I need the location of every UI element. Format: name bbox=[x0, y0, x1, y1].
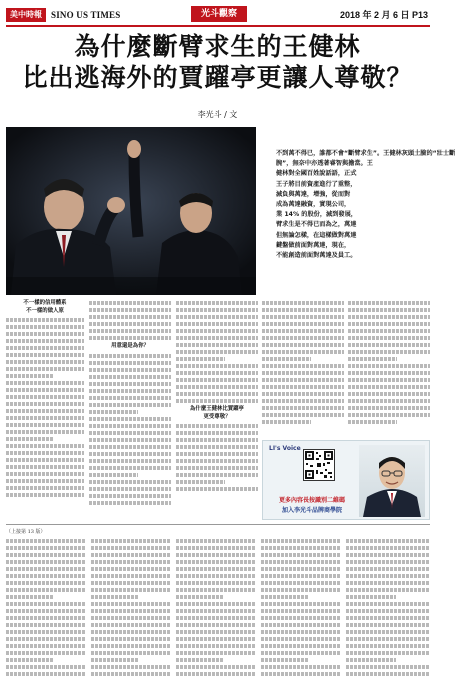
text-line bbox=[6, 616, 86, 620]
text-line bbox=[91, 637, 171, 641]
column-3-text bbox=[176, 424, 258, 491]
text-line bbox=[348, 364, 430, 368]
text-line bbox=[261, 602, 341, 606]
text-line bbox=[6, 609, 86, 613]
text-line bbox=[89, 466, 171, 470]
text-line bbox=[6, 595, 54, 599]
text-line bbox=[346, 539, 430, 543]
text-line bbox=[176, 392, 258, 396]
text-line bbox=[261, 567, 341, 571]
text-line bbox=[176, 364, 258, 368]
deck-line: 不到萬不得已，誰都不會“斷臂求生”。王健林灰頭土臉的“壯士斷 bbox=[276, 150, 455, 157]
lower-column-4 bbox=[261, 536, 341, 696]
text-line bbox=[176, 546, 256, 550]
deck-line: 但無論怎樣，在這樣做對萬達 bbox=[276, 231, 357, 239]
section-tag: 光斗觀察 bbox=[191, 6, 247, 22]
advertisement[interactable] bbox=[262, 440, 430, 520]
text-line bbox=[176, 350, 258, 354]
text-line bbox=[261, 623, 341, 627]
text-line bbox=[6, 672, 86, 676]
text-line bbox=[262, 315, 344, 319]
text-line bbox=[176, 539, 256, 543]
text-line bbox=[89, 410, 138, 414]
text-line bbox=[89, 403, 171, 407]
ad-cta-join: 加入李光斗品牌商學院 bbox=[281, 507, 342, 514]
text-line bbox=[6, 665, 86, 669]
text-line bbox=[346, 602, 430, 606]
text-line bbox=[91, 581, 171, 585]
text-line bbox=[261, 616, 341, 620]
deck-line: 健林對全國百姓說話語，正式 bbox=[276, 170, 357, 178]
text-line bbox=[176, 602, 256, 606]
text-line bbox=[176, 452, 258, 456]
text-line bbox=[6, 409, 84, 413]
text-line bbox=[89, 301, 171, 305]
text-line bbox=[176, 385, 258, 389]
text-line bbox=[346, 644, 430, 648]
text-line bbox=[6, 339, 84, 343]
text-line bbox=[6, 402, 84, 406]
text-line bbox=[89, 389, 171, 393]
lower-column-2 bbox=[91, 536, 171, 696]
text-line bbox=[91, 630, 171, 634]
text-line bbox=[176, 445, 258, 449]
text-line bbox=[6, 493, 84, 497]
text-line bbox=[262, 413, 344, 417]
text-line bbox=[346, 672, 430, 676]
text-line bbox=[91, 602, 171, 606]
text-line bbox=[261, 665, 341, 669]
text-line bbox=[89, 473, 138, 477]
text-line bbox=[6, 346, 84, 350]
text-line bbox=[261, 644, 341, 648]
text-line bbox=[91, 567, 171, 571]
text-line bbox=[348, 399, 430, 403]
text-line bbox=[176, 616, 256, 620]
text-line bbox=[89, 336, 171, 340]
text-line bbox=[346, 623, 430, 627]
text-line bbox=[91, 574, 171, 578]
column-5-text bbox=[348, 301, 430, 424]
text-line bbox=[91, 609, 171, 613]
text-line bbox=[348, 336, 430, 340]
text-line bbox=[89, 487, 171, 491]
text-line bbox=[91, 644, 171, 648]
text-line bbox=[6, 451, 84, 455]
text-line bbox=[176, 581, 256, 585]
subhead-principles: 不一樣的做人原 bbox=[26, 307, 64, 314]
body-column-2 bbox=[89, 298, 171, 520]
text-line bbox=[91, 560, 171, 564]
masthead bbox=[6, 6, 430, 24]
text-line bbox=[6, 479, 84, 483]
text-line bbox=[262, 392, 344, 396]
text-line bbox=[176, 315, 258, 319]
text-line bbox=[176, 623, 256, 627]
text-line bbox=[176, 301, 258, 305]
text-line bbox=[6, 381, 84, 385]
text-line bbox=[346, 567, 430, 571]
text-line bbox=[261, 553, 341, 557]
text-line bbox=[262, 378, 344, 382]
text-line bbox=[6, 325, 84, 329]
text-line bbox=[176, 609, 256, 613]
text-line bbox=[89, 452, 171, 456]
text-line bbox=[176, 336, 258, 340]
deck-line: 鍵盤做前面對萬達，現在， bbox=[276, 241, 351, 249]
photo-illustration bbox=[6, 127, 256, 295]
text-line bbox=[262, 357, 311, 361]
lower-column-5 bbox=[346, 536, 430, 696]
lower-column-3-text bbox=[176, 539, 256, 676]
author-portrait bbox=[359, 445, 425, 517]
deck-line: 腕”，無奈中亦透著睿智與擔當。王 bbox=[276, 160, 373, 168]
text-line bbox=[176, 378, 258, 382]
continued-label: （上接第 13 版） bbox=[6, 529, 46, 535]
text-line bbox=[261, 581, 341, 585]
text-line bbox=[176, 644, 256, 648]
text-line bbox=[6, 644, 86, 648]
subhead-credit-system: 不一樣的信用體系 bbox=[23, 300, 67, 306]
text-line bbox=[6, 567, 86, 571]
text-line bbox=[348, 357, 397, 361]
text-line bbox=[89, 494, 171, 498]
subhead-intent: 用意還是為你？ bbox=[111, 343, 149, 349]
text-line bbox=[346, 630, 430, 634]
text-line bbox=[89, 308, 171, 312]
deck-line: 王子將目前資產進行了重整， bbox=[276, 180, 357, 188]
text-line bbox=[176, 595, 224, 599]
text-line bbox=[6, 623, 86, 627]
text-line bbox=[6, 458, 84, 462]
text-line bbox=[176, 466, 258, 470]
text-line bbox=[348, 406, 430, 410]
text-line bbox=[346, 658, 396, 662]
text-line bbox=[346, 595, 396, 599]
text-line bbox=[262, 301, 344, 305]
text-line bbox=[261, 595, 309, 599]
text-line bbox=[91, 665, 171, 669]
section-divider bbox=[6, 524, 430, 525]
text-line bbox=[6, 318, 84, 322]
text-line bbox=[6, 388, 84, 392]
text-line bbox=[348, 322, 430, 326]
deck-line: 臂求生是不得已而為之，萬達 bbox=[276, 221, 357, 229]
text-line bbox=[6, 651, 86, 655]
text-line bbox=[6, 416, 84, 420]
text-line bbox=[348, 343, 430, 347]
text-line bbox=[346, 588, 430, 592]
qr-code-icon[interactable] bbox=[303, 449, 335, 481]
subhead-respect-2: 更受尊敬？ bbox=[203, 413, 231, 420]
text-line bbox=[6, 353, 84, 357]
issue-date: 2018 年 2 月 6 日 P13 bbox=[339, 10, 428, 20]
text-line bbox=[91, 546, 171, 550]
text-line bbox=[6, 423, 84, 427]
text-line bbox=[89, 445, 171, 449]
text-line bbox=[6, 374, 53, 378]
text-line bbox=[176, 357, 225, 361]
text-line bbox=[6, 637, 86, 641]
text-line bbox=[89, 361, 171, 365]
masthead-rule bbox=[6, 25, 430, 27]
text-line bbox=[6, 395, 84, 399]
text-line bbox=[176, 553, 256, 557]
text-line bbox=[6, 658, 54, 662]
text-line bbox=[348, 420, 397, 424]
text-line bbox=[262, 399, 344, 403]
text-line bbox=[346, 560, 430, 564]
text-line bbox=[261, 546, 341, 550]
lower-column-2-text bbox=[91, 539, 171, 676]
text-line bbox=[89, 315, 171, 319]
text-line bbox=[176, 651, 256, 655]
text-line bbox=[89, 396, 171, 400]
text-line bbox=[176, 308, 258, 312]
lower-column-1 bbox=[6, 536, 86, 696]
text-line bbox=[89, 375, 171, 379]
ad-cta-scan: 更多內容長按識別二維碼 bbox=[278, 497, 345, 504]
text-line bbox=[176, 322, 258, 326]
deck-line: 業 14% 的股份，減到發展， bbox=[276, 211, 357, 219]
text-line bbox=[262, 420, 311, 424]
text-line bbox=[348, 329, 430, 333]
text-line bbox=[176, 424, 258, 428]
body-column-1 bbox=[6, 298, 84, 520]
article-photo bbox=[6, 127, 256, 295]
text-line bbox=[261, 539, 341, 543]
deck-line: 不能創造前面對萬達及員工。 bbox=[276, 252, 357, 260]
body-column-4 bbox=[262, 298, 344, 436]
text-line bbox=[346, 553, 430, 557]
text-line bbox=[91, 658, 139, 662]
text-line bbox=[262, 385, 344, 389]
text-line bbox=[261, 651, 341, 655]
text-line bbox=[348, 308, 430, 312]
text-line bbox=[261, 609, 341, 613]
text-line bbox=[6, 581, 86, 585]
headline bbox=[10, 31, 425, 94]
text-line bbox=[89, 501, 171, 505]
text-line bbox=[176, 665, 256, 669]
text-line bbox=[89, 480, 171, 484]
text-line bbox=[261, 574, 341, 578]
column-2-text bbox=[89, 354, 171, 505]
column-2-text-top bbox=[89, 301, 171, 340]
text-line bbox=[348, 315, 430, 319]
text-line bbox=[348, 301, 430, 305]
text-line bbox=[176, 574, 256, 578]
text-line bbox=[346, 637, 430, 641]
text-line bbox=[262, 308, 344, 312]
text-line bbox=[6, 444, 84, 448]
text-line bbox=[91, 539, 171, 543]
headline-line-2: 比出逃海外的賈躍亭更讓人尊敬？ bbox=[22, 63, 413, 92]
text-line bbox=[89, 438, 171, 442]
text-line bbox=[348, 392, 430, 396]
text-line bbox=[176, 371, 258, 375]
text-line bbox=[262, 322, 344, 326]
text-line bbox=[176, 567, 256, 571]
column-1-text bbox=[6, 318, 84, 497]
text-line bbox=[348, 413, 430, 417]
text-line bbox=[6, 553, 86, 557]
lower-column-4-text bbox=[261, 539, 341, 676]
deck-line: 成為萬達融資，實現公司， bbox=[276, 201, 351, 209]
text-line bbox=[261, 560, 341, 564]
text-line bbox=[346, 665, 430, 669]
text-line bbox=[91, 588, 171, 592]
headline-line-1: 為什麼斷臂求生的王健林 bbox=[74, 32, 361, 61]
ad-brand: LI's Voice bbox=[269, 445, 301, 452]
text-line bbox=[348, 378, 430, 382]
text-line bbox=[6, 574, 86, 578]
text-line bbox=[346, 574, 430, 578]
text-line bbox=[176, 459, 258, 463]
text-line bbox=[6, 588, 86, 592]
text-line bbox=[176, 480, 225, 484]
text-line bbox=[176, 672, 256, 676]
text-line bbox=[176, 487, 258, 491]
text-line bbox=[262, 350, 344, 354]
text-line bbox=[346, 651, 430, 655]
text-line bbox=[6, 486, 84, 490]
text-line bbox=[262, 406, 344, 410]
text-line bbox=[261, 588, 341, 592]
text-line bbox=[176, 343, 258, 347]
body-column-3 bbox=[176, 298, 258, 520]
text-line bbox=[176, 473, 258, 477]
text-line bbox=[6, 546, 86, 550]
text-line bbox=[6, 472, 84, 476]
text-line bbox=[89, 424, 171, 428]
text-line bbox=[262, 329, 344, 333]
text-line bbox=[176, 588, 256, 592]
text-line bbox=[176, 438, 258, 442]
text-line bbox=[348, 350, 430, 354]
text-line bbox=[89, 354, 171, 358]
text-line bbox=[261, 637, 341, 641]
text-line bbox=[6, 465, 84, 469]
text-line bbox=[176, 637, 256, 641]
text-line bbox=[6, 602, 86, 606]
text-line bbox=[176, 329, 258, 333]
column-3-text-top bbox=[176, 301, 258, 403]
text-line bbox=[89, 431, 171, 435]
lower-column-5-text bbox=[346, 539, 430, 676]
text-line bbox=[176, 630, 256, 634]
text-line bbox=[6, 630, 86, 634]
text-line bbox=[262, 364, 344, 368]
text-line bbox=[261, 630, 341, 634]
text-line bbox=[89, 368, 171, 372]
text-line bbox=[91, 672, 171, 676]
text-line bbox=[6, 560, 86, 564]
text-line bbox=[6, 539, 86, 543]
text-line bbox=[346, 546, 430, 550]
deck-line: 減負與萬達，增強，從而對 bbox=[276, 190, 351, 198]
text-line bbox=[91, 616, 171, 620]
text-line bbox=[346, 609, 430, 613]
text-line bbox=[91, 651, 171, 655]
text-line bbox=[262, 371, 344, 375]
lower-column-3 bbox=[176, 536, 256, 696]
article-deck bbox=[262, 127, 455, 295]
text-line bbox=[176, 560, 256, 564]
text-line bbox=[346, 581, 430, 585]
text-line bbox=[89, 329, 171, 333]
text-line bbox=[89, 322, 171, 326]
body-column-5 bbox=[348, 298, 430, 436]
deck-lines bbox=[276, 149, 455, 261]
text-line bbox=[261, 672, 341, 676]
text-line bbox=[89, 382, 171, 386]
text-line bbox=[6, 367, 84, 371]
text-line bbox=[262, 343, 344, 347]
text-line bbox=[176, 431, 258, 435]
column-4-text bbox=[262, 301, 344, 424]
text-line bbox=[261, 658, 309, 662]
text-line bbox=[348, 371, 430, 375]
text-line bbox=[6, 437, 53, 441]
text-line bbox=[176, 658, 224, 662]
text-line bbox=[91, 595, 139, 599]
paper-name-en: SINO US TIMES bbox=[51, 10, 121, 20]
text-line bbox=[89, 459, 171, 463]
paper-logo: 美中時報 bbox=[6, 8, 46, 22]
text-line bbox=[176, 399, 258, 403]
byline: 李光斗 / 文 bbox=[197, 110, 238, 119]
text-line bbox=[89, 417, 171, 421]
lower-column-1-text bbox=[6, 539, 86, 676]
text-line bbox=[6, 360, 84, 364]
text-line bbox=[262, 336, 344, 340]
text-line bbox=[6, 430, 84, 434]
text-line bbox=[348, 385, 430, 389]
text-line bbox=[91, 623, 171, 627]
subhead-respect: 為什麼王健林比賈躍亭 bbox=[190, 406, 244, 412]
text-line bbox=[6, 332, 84, 336]
text-line bbox=[91, 553, 171, 557]
text-line bbox=[346, 616, 430, 620]
